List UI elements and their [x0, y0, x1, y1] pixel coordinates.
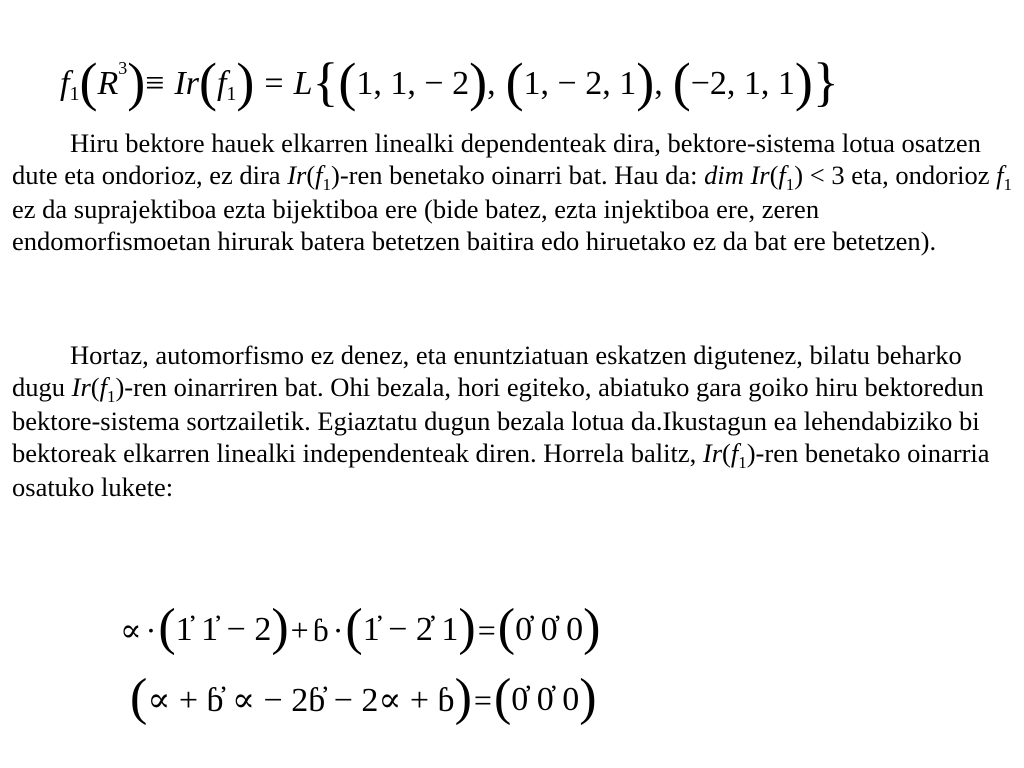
p2-sub-2: 1	[738, 452, 747, 472]
equation-linear-combination	[118, 598, 600, 662]
eq1-vector-1: 1̓ 1̓ − 2	[175, 611, 272, 648]
p1-ir-1: Ir	[287, 159, 307, 190]
formula-f-2: f	[216, 65, 227, 102]
formula-vec2-open: (	[505, 52, 524, 112]
formula-vector-2: 1, − 2, 1	[523, 65, 637, 102]
eq1-vector-2: 1̓ − 2̓ 1	[362, 611, 459, 648]
p1-f-3: f	[996, 159, 1004, 190]
formula-close-paren-2: )	[236, 52, 255, 112]
formula-f: f	[60, 65, 70, 102]
p1-text-2: )-ren benetako oinarri bat. Hau da:	[331, 159, 705, 190]
eq1-alpha: ∝	[120, 612, 142, 648]
eq1-dot-1: ·	[145, 611, 157, 648]
eq2-close-1: )	[454, 669, 472, 726]
p1-open-1: (	[306, 159, 316, 190]
formula-sub-1-2: 1	[226, 82, 237, 105]
p2-text-1: Hortaz, automorfismo ez denez, eta enuntziatuan eskatzen digutenez, bilatu beharko dugu	[12, 340, 962, 402]
eq2-equals: =	[473, 681, 492, 718]
formula-open-paren: (	[79, 52, 98, 112]
p1-f-2: f	[778, 159, 786, 190]
formula-vec1-close: )	[469, 52, 488, 112]
formula-vector-1: 1, 1, − 2	[356, 65, 470, 102]
formula-equals: =	[264, 65, 284, 102]
p2-ir-1: Ir	[71, 371, 91, 402]
eq1-beta: ɓ	[312, 611, 329, 648]
formula-span-L: L	[293, 65, 313, 102]
p1-sub-3: 1	[1003, 174, 1013, 194]
p1-text-1: Hiru bektore hauek elkarren linealki dependenteak dira, bektore-sistema lotua osatzen dute eta ondorioz, ez dira	[12, 128, 981, 190]
p1-f-1: f	[315, 159, 323, 190]
eq2-zero-vector: 0̓ 0̓ 0	[511, 681, 580, 718]
eq1-plus: +	[290, 611, 309, 648]
p1-sub-1: 1	[322, 174, 332, 194]
paragraph-dependence	[12, 128, 1020, 257]
p1-open-2: (	[769, 159, 779, 190]
formula-comma-1: ,	[487, 65, 496, 102]
formula-comma-2: ,	[654, 65, 663, 102]
p1-text-4: ez da suprajektiboa ezta bijektiboa ere (bide batez, ezta injektiboa ere, zeren endomorfismoetan hirurak batera betetzen baitira edo hiruetako ez da bat ere betetzen).	[12, 194, 937, 256]
formula-Ir: Ir	[174, 65, 199, 102]
p2-text-3: )-ren benetako oinarria osatuko lukete:	[12, 437, 990, 502]
eq1-equals: =	[477, 611, 496, 648]
eq1-open-1: (	[158, 599, 176, 656]
p2-ir-2: Ir	[702, 437, 723, 468]
p2-f-1: f	[99, 371, 107, 402]
formula-R: R	[97, 65, 119, 102]
eq1-close-3: )	[583, 599, 601, 656]
formula-close-paren: )	[127, 52, 146, 112]
formula-image-of-f1	[60, 52, 839, 116]
formula-vec2-close: )	[636, 52, 655, 112]
formula-vec1-open: (	[338, 52, 357, 112]
p1-text-3: ) < 3 eta, ondorioz	[794, 159, 997, 190]
formula-equiv: ≡	[145, 65, 165, 102]
formula-vector-3: −2, 1, 1	[690, 65, 795, 102]
p1-dim-ir: dim Ir	[704, 159, 770, 190]
formula-close-brace: }	[812, 52, 839, 112]
eq2-close-2: )	[579, 669, 597, 726]
eq2-open-2: (	[493, 669, 512, 726]
formula-sup-3: 3	[118, 57, 128, 78]
p2-text-2: )-ren oinarriren bat. Ohi bezala, hori egiteko, abiatuko gara goiko hiru bektoredun bektore-sistema sortzailetik. Egiaztatu dugun bezala lotua da.Ikustagun ea lehendabiziko bi bektoreak elkarren linealki independenteak diren. Horrela balitz,	[12, 371, 984, 468]
formula-sub-1: 1	[69, 82, 80, 105]
eq2-content: ∝ + ɓ̓ ∝ − 2ɓ̓ − 2∝ + ɓ	[147, 682, 455, 719]
formula-open-paren-2: (	[198, 52, 217, 112]
equation-combined-vector	[130, 668, 597, 732]
eq1-zero-vector: 0̓ 0̓ 0	[515, 611, 584, 648]
eq1-open-2: (	[345, 599, 363, 656]
eq1-close-2: )	[458, 599, 476, 656]
eq1-dot-2: ·	[332, 611, 344, 648]
p2-f-2: f	[730, 437, 739, 468]
paragraph-basis	[12, 340, 1020, 504]
p2-sub-1: 1	[106, 386, 116, 406]
eq1-close-1: )	[271, 599, 289, 656]
formula-vec3-close: )	[794, 52, 813, 112]
p2-open-1: (	[90, 371, 100, 402]
eq2-open-1: (	[130, 669, 148, 726]
p2-open-2: (	[722, 437, 731, 468]
p1-sub-2: 1	[785, 174, 795, 194]
formula-vec3-open: (	[672, 52, 691, 112]
formula-open-brace: {	[312, 52, 339, 112]
eq1-open-3: (	[497, 599, 516, 656]
